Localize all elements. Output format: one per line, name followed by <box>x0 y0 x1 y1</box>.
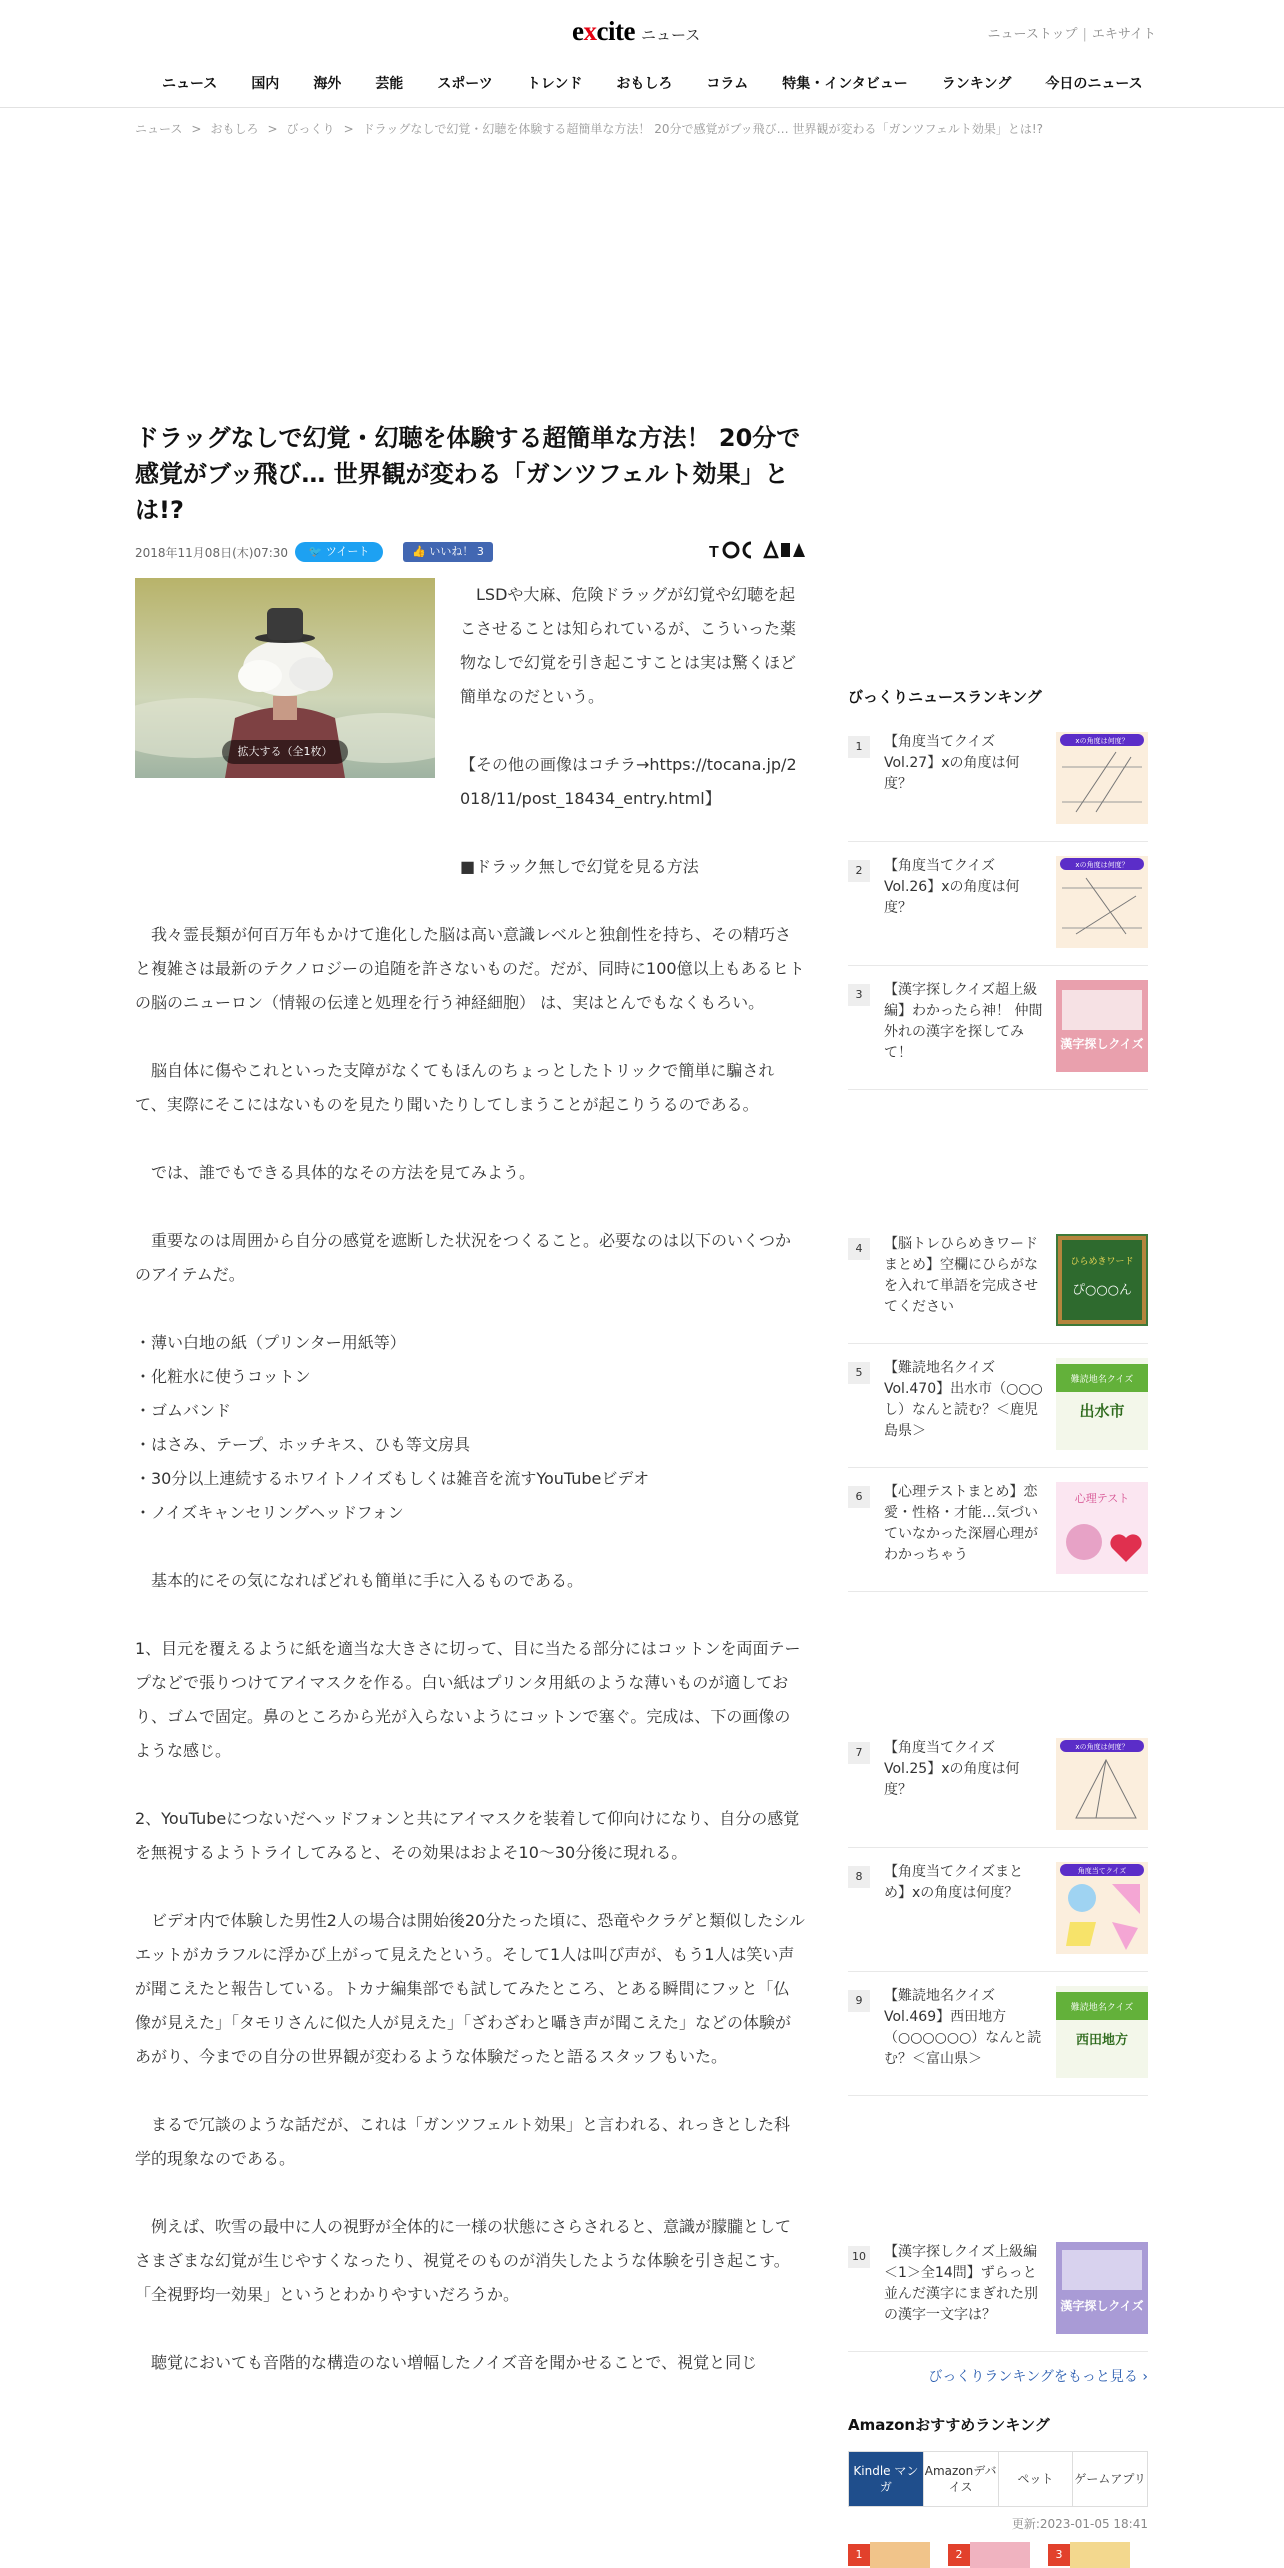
amazon-rank-badge: 2 <box>948 2544 970 2566</box>
ranking-item[interactable] <box>848 980 1148 1090</box>
rank-thumbnail <box>1056 1862 1148 1954</box>
rank-number: 4 <box>848 1238 870 1260</box>
tocana-logo <box>709 540 805 565</box>
paragraph: まるで冗談のような話だが、これは「ガンツフェルト効果」と言われる、れっきとした科学的現象なのである。 <box>135 2115 791 2168</box>
rank-text: 【漢字探しクイズ上級編＜1＞全14問】ずらっと並んだ漢字にまぎれた別の漢字一文字は？ <box>884 2244 1038 2323</box>
rank-thumbnail <box>1056 1986 1148 2078</box>
article-meta <box>135 540 805 562</box>
amazon-product-image[interactable] <box>970 2542 1030 2568</box>
ranking-item[interactable] <box>848 1234 1148 1344</box>
nav-today[interactable]: 今日のニュース <box>1045 76 1143 92</box>
item-list <box>135 1326 805 1530</box>
rank-text: 【角度当てクイズまとめ】xの角度は何度？ <box>884 1864 1024 1901</box>
enlarge-button[interactable]: 拡大する（全1枚） <box>222 740 348 764</box>
amazon-ranking-title: Amazonおすすめランキング <box>848 2416 1050 2434</box>
rank-text: 【角度当てクイズ Vol.25】xの角度は何度？ <box>884 1740 1020 1798</box>
news-top-link[interactable]: ニューストップ <box>987 27 1078 42</box>
svg-text:ひらめきワード: ひらめきワード <box>1070 1257 1134 1267</box>
amazon-tabs <box>848 2451 1148 2507</box>
rank-number: 2 <box>848 860 870 882</box>
logo-sub: ニュース <box>640 26 701 44</box>
tab-pet[interactable]: ペット <box>998 2452 1073 2506</box>
rank-thumbnail <box>1056 2242 1148 2334</box>
crumb-surprise[interactable]: びっくり <box>286 122 335 136</box>
article <box>135 420 805 2372</box>
like-button[interactable]: 👍 いいね！ 3 <box>403 542 493 562</box>
paragraph: 基本的にその気になればどれも簡単に手に入るものである。 <box>151 1571 584 1590</box>
rank-number: 6 <box>848 1486 870 1508</box>
list-item: ・ゴムバンド <box>135 1401 232 1420</box>
rank-thumbnail <box>1056 1358 1148 1450</box>
ranking-item[interactable] <box>848 2242 1148 2352</box>
list-item: ・はさみ、テープ、ホッチキス、ひも等文房具 <box>135 1435 471 1454</box>
svg-text:ぴ○○○ん: ぴ○○○ん <box>1071 1283 1133 1298</box>
svg-text:心理テスト: 心理テスト <box>1074 1492 1130 1505</box>
amazon-rank-badge: 3 <box>1048 2544 1070 2566</box>
svg-text:xの角度は何度？: xの角度は何度？ <box>1075 1743 1129 1751</box>
rank-thumbnail <box>1056 1234 1148 1326</box>
crumb-news[interactable]: ニュース <box>135 122 183 136</box>
paragraph: 脳自体に傷やこれといった支障がなくてもほんのちょっとしたトリックで簡単に騙されて、実際にそこにはないものを見たり聞いたりしてしまうことが起こりうるのである。 <box>135 1061 775 1114</box>
nav-domestic[interactable]: 国内 <box>251 76 280 92</box>
rank-thumbnail <box>1056 856 1148 948</box>
paragraph: 例えば、吹雪の最中に人の視野が全体的に一様の状態にさらされると、意識が朦朧としてさまざまな幻覚が生じやすくなったり、視覚そのものが消失したような体験を引き起こす。「全視野均一効果」というとわかりやすいだろうか。 <box>135 2217 792 2304</box>
svg-text:T: T <box>709 544 720 560</box>
section-heading: ■ドラック無しで幻覚を見る方法 <box>460 857 699 876</box>
list-item: ・化粧水に使うコットン <box>135 1367 311 1386</box>
tab-amazon-device[interactable]: Amazonデバイス <box>923 2452 998 2506</box>
paragraph: 重要なのは周囲から自分の感覚を遮断した状況をつくること。必要なのは以下のいくつかのアイテムだ。 <box>135 1231 792 1284</box>
excite-logo[interactable]: excite ニュース <box>572 16 701 46</box>
ranking-title: びっくりニュースランキング <box>848 688 1042 706</box>
svg-text:漢字探しクイズ: 漢字探しクイズ <box>1060 2299 1144 2313</box>
rank-text: 【角度当てクイズ Vol.26】xの角度は何度？ <box>884 858 1020 916</box>
rank-number: 8 <box>848 1866 870 1888</box>
tab-game-app[interactable]: ゲームアプリ <box>1072 2452 1147 2506</box>
ranking-item[interactable] <box>848 856 1148 966</box>
crumb-current: ドラッグなしで幻覚・幻聴を体験する超簡単な方法！ 20分で感覚がブッ飛び… 世界観が変わる「ガンツフェルト効果」とは!? <box>362 122 1044 136</box>
paragraph: LSDや大麻、危険ドラッグが幻覚や幻聴を起こさせることは知られているが、こういった薬物なしで幻覚を引き起こすことは実は驚くほど簡単なのだという。 <box>460 585 797 706</box>
nav-sports[interactable]: スポーツ <box>437 76 493 92</box>
amazon-product-image[interactable] <box>870 2542 930 2568</box>
nav-entertainment[interactable]: 芸能 <box>375 76 404 92</box>
breadcrumb: ニュース > おもしろ > びっくり > ドラッグなしで幻覚・幻聴を体験する超簡単な方法！ 20分で感覚がブッ飛び… 世界観が変わる「ガンツフェルト効果」とは!? <box>135 122 1044 136</box>
rank-thumbnail <box>1056 1738 1148 1830</box>
paragraph: ビデオ内で体験した男性2人の場合は開始後20分たった頃に、恐竜やクラゲと類似したシルエットがカラフルに浮かび上がって見えたという。そして1人は叫び声が、もう1人は笑い声が聞こえたと報告している。トカナ編集部でも試してみたところ、とある瞬間にフッと「仏像が見えた」「タモリさんに似た人が見えた」「ざわざわと囁き声が聞こえた」などの体験があがり、今までの自分の世界観が変わるような体験だったと語るスタッフもいた。 <box>135 1911 805 2066</box>
svg-text:難読地名クイズ: 難読地名クイズ <box>1070 1375 1134 1385</box>
ranking-item[interactable] <box>848 1738 1148 1848</box>
ranking-item[interactable] <box>848 1862 1148 1972</box>
svg-text:出水市: 出水市 <box>1079 1402 1125 1420</box>
rank-text: 【脳トレひらめきワードまとめ】空欄にひらがなを入れて単語を完成させてください <box>884 1236 1038 1315</box>
twitter-icon: 🐦 <box>308 545 323 558</box>
nav-funny[interactable]: おもしろ <box>616 76 673 92</box>
nav-interview[interactable]: 特集・インタビュー <box>782 76 908 92</box>
list-item: ・30分以上連続するホワイトノイズもしくは雑音を流すYouTubeビデオ <box>135 1469 650 1488</box>
rank-number: 10 <box>848 2246 870 2268</box>
paragraph: では、誰でもできる具体的なその方法を見てみよう。 <box>151 1163 536 1182</box>
paragraph: 1、目元を覆えるように紙を適当な大きさに切って、目に当たる部分にはコットンを両面テープなどで張りつけてアイマスクを作る。白い紙はプリンタ用紙のような薄いものが適しており、ゴムで固定。鼻のところから光が入らないようにコットンで塞ぐ。完成は、下の画像のような感じ。 <box>135 1639 801 1760</box>
svg-text:xの角度は何度？: xの角度は何度？ <box>1075 737 1129 745</box>
svg-text:漢字探しクイズ: 漢字探しクイズ <box>1060 1037 1144 1051</box>
crumb-funny[interactable]: おもしろ <box>210 122 259 136</box>
paragraph-wrap: 我々霊長類が何百万年もかけて進化した脳は高い意識レベルと独創性を持ち、その精巧さと複雑さは最新のテクノロジーの追随を許さないものだ。だが、同時に100億以上もあるヒトの脳のニューロン（情報の伝達と処理を行う神経細胞） は、実はとんでもなくもろい。 <box>135 925 805 1012</box>
rank-text: 【難読地名クイズ Vol.470】出水市（○○○し）なんと読む？＜鹿児島県＞ <box>884 1360 1043 1439</box>
more-ranking-link[interactable]: びっくりランキングをもっと見る › <box>928 2369 1148 2385</box>
ranking-item[interactable] <box>848 732 1148 842</box>
nav-news[interactable]: ニュース <box>162 76 218 92</box>
updated-time: 更新:2023-01-05 18:41 <box>1011 2517 1148 2531</box>
amazon-rank-badge: 1 <box>848 2544 870 2566</box>
tab-kindle[interactable]: Kindle マンガ <box>849 2452 923 2506</box>
paragraph-link[interactable]: 【その他の画像はコチラ→https://tocana.jp/2018/11/post_18434_entry.html】 <box>460 755 797 808</box>
paragraph <box>135 918 805 1020</box>
svg-text:西田地方: 西田地方 <box>1075 2033 1129 2048</box>
rank-thumbnail <box>1056 1482 1148 1574</box>
svg-text:角度当てクイズ: 角度当てクイズ <box>1077 1867 1127 1875</box>
header-links: ニューストップ | エキサイト <box>987 27 1156 42</box>
article-body <box>135 578 805 2414</box>
rank-thumbnail <box>1056 980 1148 1072</box>
nav-overseas[interactable]: 海外 <box>313 76 342 92</box>
rank-number: 3 <box>848 984 870 1006</box>
ranking-item[interactable] <box>848 1482 1148 1592</box>
ranking-item[interactable] <box>848 1986 1148 2096</box>
tweet-button[interactable]: 🐦 ツイート <box>295 542 383 562</box>
rank-thumbnail <box>1056 732 1148 824</box>
chevron-right-icon: › <box>1142 2369 1148 2385</box>
excite-link[interactable]: エキサイト <box>1091 27 1156 42</box>
thumbs-up-icon: 👍 <box>412 545 426 558</box>
site-header <box>0 0 1284 108</box>
svg-text:xの角度は何度？: xの角度は何度？ <box>1075 861 1129 869</box>
rank-text: 【角度当てクイズ Vol.27】xの角度は何度？ <box>884 734 1020 792</box>
rank-number: 1 <box>848 736 870 758</box>
nav-trend[interactable]: トレンド <box>526 76 583 92</box>
nav-ranking[interactable]: ランキング <box>941 76 1012 92</box>
rank-text: 【難読地名クイズ Vol.469】西田地方（○○○○○○）なんと読む？＜富山県＞ <box>884 1988 1042 2067</box>
publish-date: 2018年11月08日(木)07:30 <box>135 546 289 560</box>
list-item: ・薄い白地の紙（プリンター用紙等） <box>135 1333 406 1352</box>
rank-text: 【漢字探しクイズ超上級編】わかったら神！ 仲間外れの漢字を探してみて！ <box>884 982 1043 1061</box>
rank-number: 5 <box>848 1362 870 1384</box>
ranking-item[interactable] <box>848 1358 1148 1468</box>
svg-text:難読地名クイズ: 難読地名クイズ <box>1070 2003 1134 2013</box>
nav-column[interactable]: コラム <box>706 76 749 92</box>
rank-text: 【心理テストまとめ】恋愛・性格・才能…気づいていなかった深層心理がわかっちゃう <box>884 1484 1038 1563</box>
rank-number: 9 <box>848 1990 870 2012</box>
amazon-product-image[interactable] <box>1070 2542 1130 2568</box>
article-title: ドラッグなしで幻覚・幻聴を体験する超簡単な方法！ 20分で感覚がブッ飛び… 世界観が変わる「ガンツフェルト効果」とは!? <box>135 424 801 524</box>
list-item: ・ノイズキャンセリングヘッドフォン <box>135 1503 404 1522</box>
paragraph: 2、YouTubeにつないだヘッドフォンと共にアイマスクを装着して仰向けになり、自分の感覚を無視するようトライしてみると、その効果はおよそ10～30分後に現れる。 <box>135 1809 800 1862</box>
global-nav <box>145 72 1160 96</box>
rank-number: 7 <box>848 1742 870 1764</box>
paragraph: 聴覚においても音階的な構造のない増幅したノイズ音を聞かせることで、視覚と同じ <box>151 2353 758 2372</box>
